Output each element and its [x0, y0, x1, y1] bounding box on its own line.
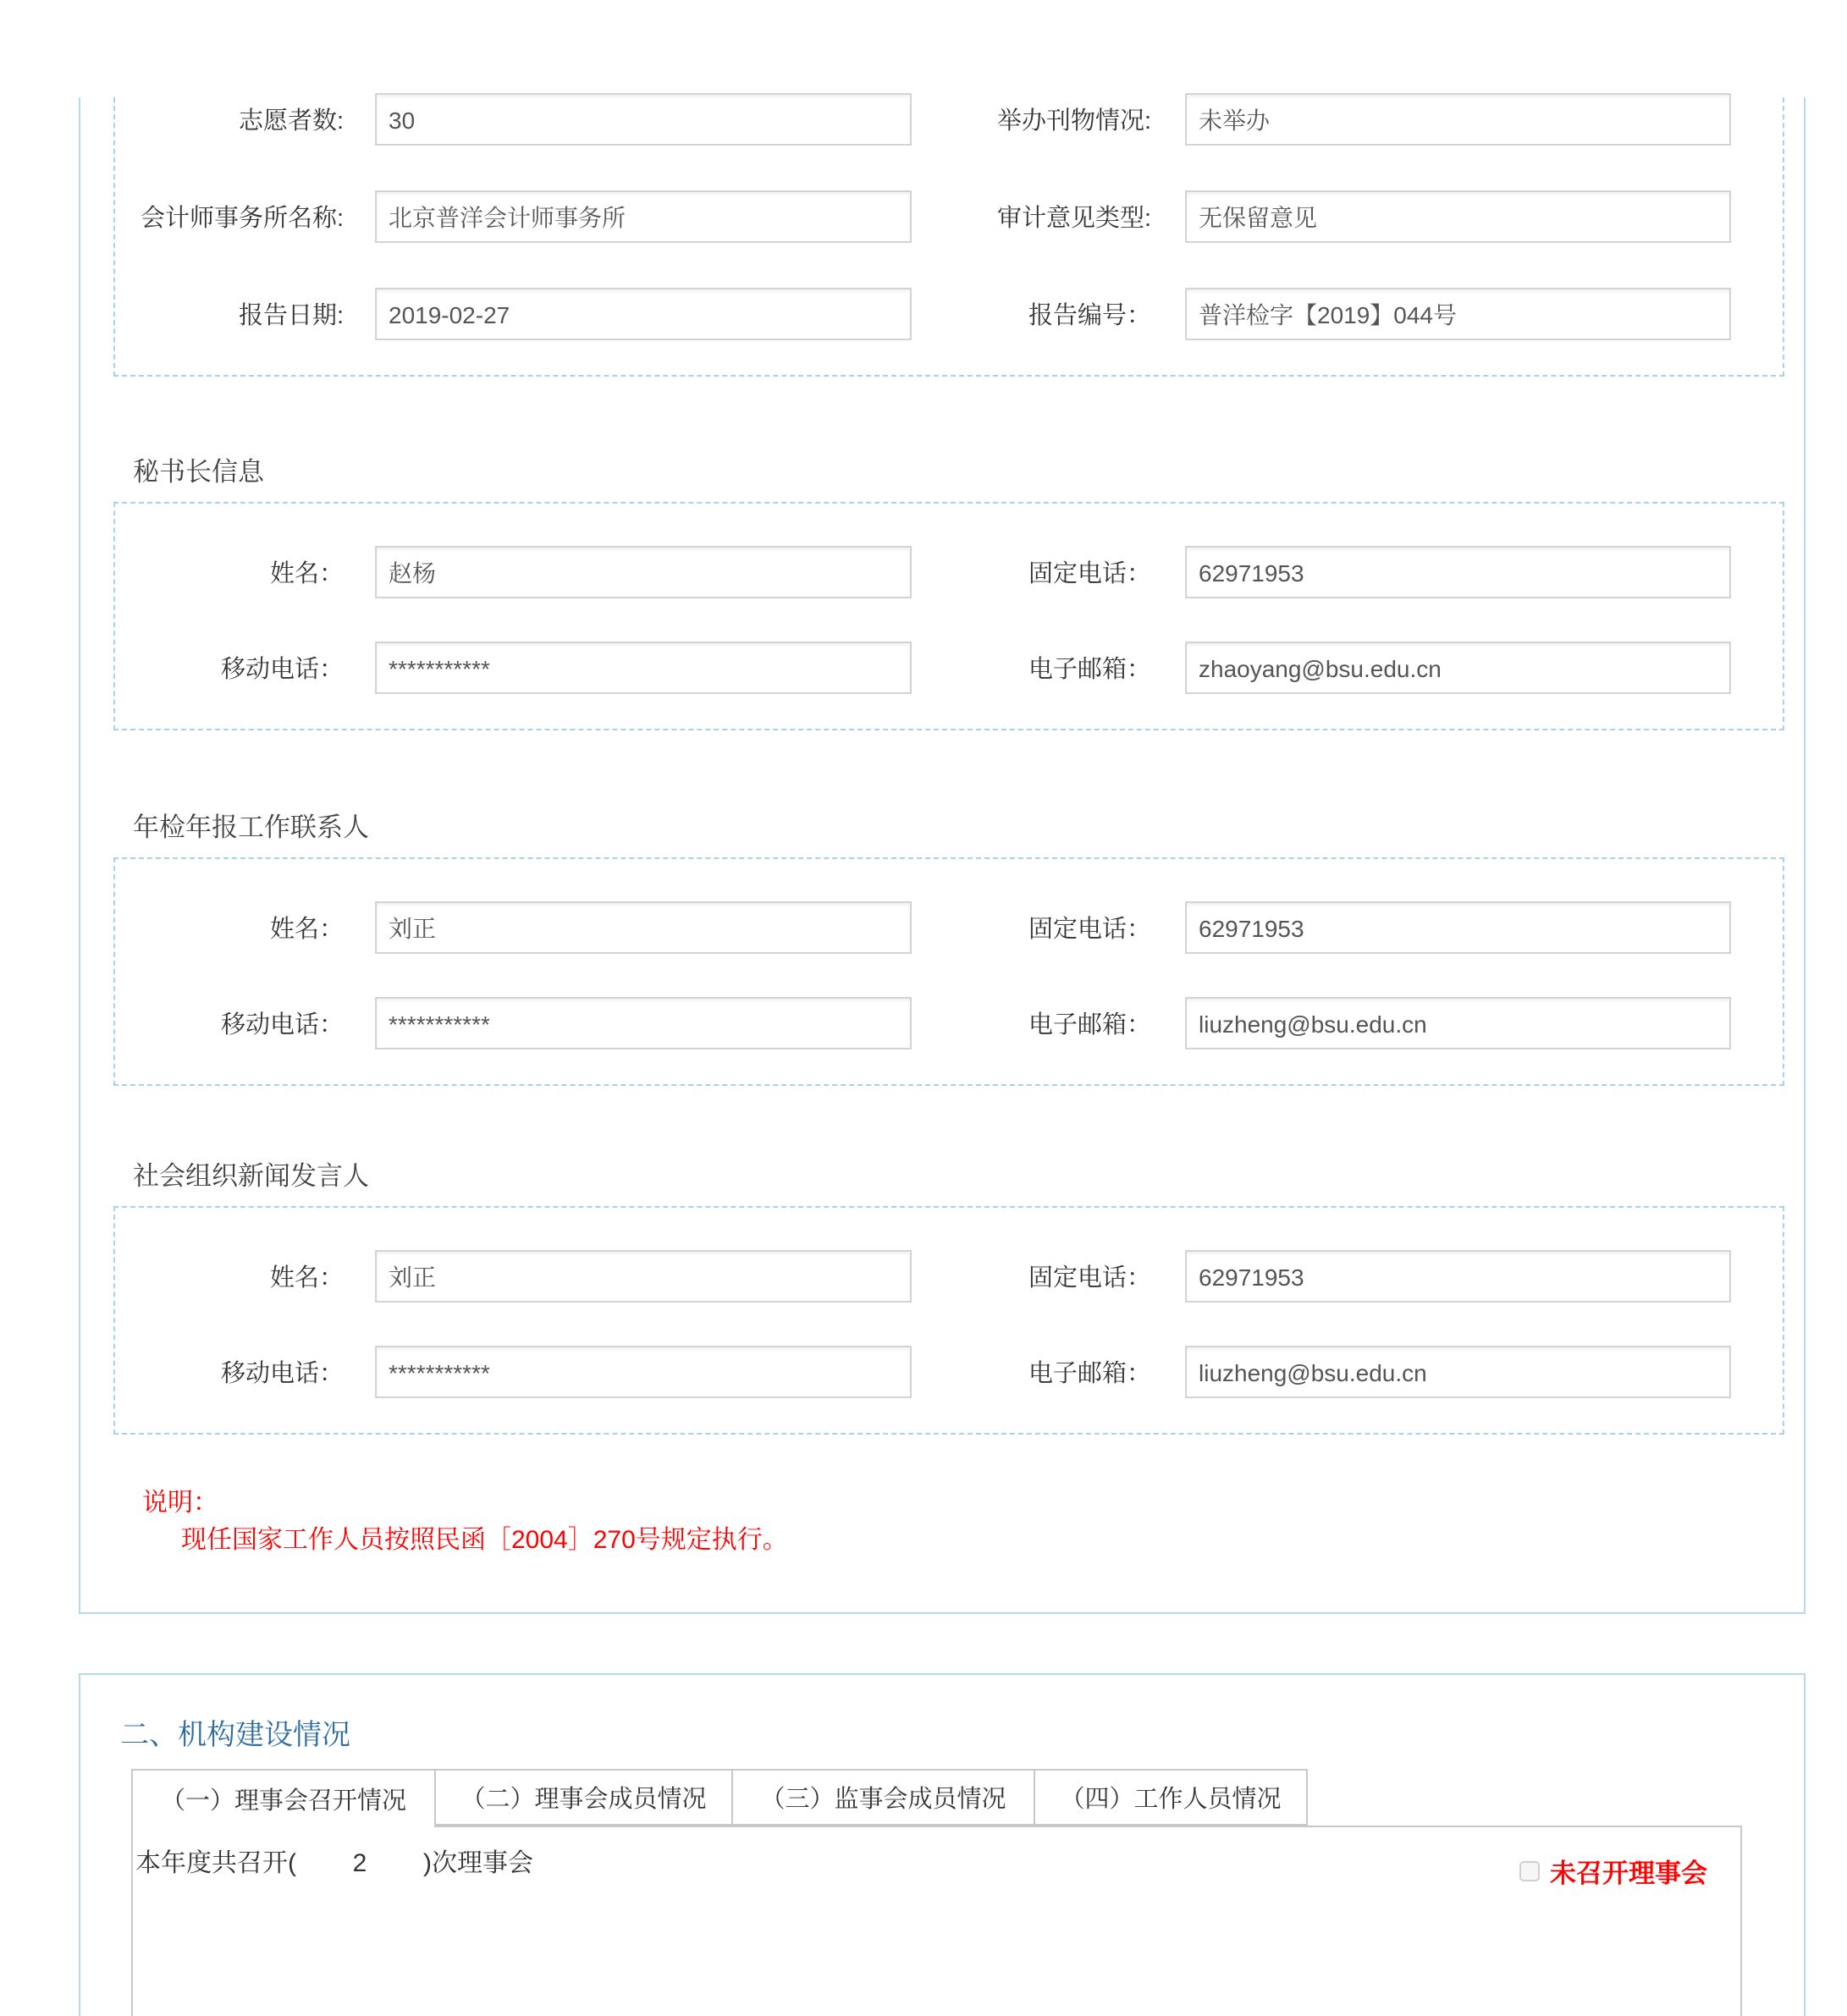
contact-landline-input[interactable]: 62971953 [1185, 901, 1731, 954]
general-row-3 [113, 288, 1784, 344]
secretary-name-label: 姓名： [269, 560, 344, 587]
spokesperson-email-input[interactable]: liuzheng@bsu.edu.cn [1185, 1346, 1731, 1398]
annual-contact-row-1 [113, 901, 1784, 957]
report-date-label: 报告日期: [238, 302, 344, 329]
volunteer-count-label: 志愿者数: [238, 107, 344, 135]
secretary-mobile-label: 移动电话： [220, 656, 344, 683]
no-board-meeting-checkbox[interactable] [1519, 1861, 1540, 1881]
secretary-landline-label: 固定电话： [1028, 560, 1151, 587]
publication-status-label: 举办刊物情况: [996, 107, 1151, 135]
tab-supervisor-members[interactable]: （三）监事会成员情况 [733, 1769, 1035, 1826]
secretary-section-title: 秘书长信息 [133, 457, 264, 487]
spokesperson-mobile-input[interactable]: *********** [375, 1346, 912, 1398]
secretary-email-label: 电子邮箱： [1028, 656, 1151, 683]
contact-mobile-input[interactable]: *********** [375, 997, 912, 1049]
meeting-count-prefix: 本年度共召开( [135, 1849, 296, 1877]
secretary-landline-input[interactable]: 62971953 [1185, 546, 1731, 598]
audit-opinion-input[interactable]: 无保留意见 [1185, 190, 1731, 243]
tab-board-meetings[interactable]: （一）理事会召开情况 [131, 1769, 436, 1827]
spokesperson-name-label: 姓名： [269, 1264, 344, 1292]
audit-opinion-label: 审计意见类型: [996, 205, 1151, 232]
report-number-label: 报告编号： [1028, 302, 1151, 329]
board-meeting-count-line [135, 1842, 533, 1879]
annual-contact-row-2 [113, 997, 1784, 1053]
tab-staff[interactable]: （四）工作人员情况 [1035, 1769, 1308, 1826]
meeting-count-value[interactable]: 2 [352, 1849, 367, 1877]
general-row-2 [113, 190, 1784, 246]
note-label: 说明： [142, 1489, 218, 1517]
secretary-mobile-input[interactable]: *********** [375, 642, 912, 694]
no-board-meeting-row [1519, 1852, 1707, 1890]
secretary-name-input[interactable]: 赵杨 [375, 546, 912, 598]
spokesperson-name-input[interactable]: 刘正 [375, 1250, 912, 1303]
secretary-row-2 [113, 642, 1784, 697]
org-building-tabs [131, 1769, 1308, 1827]
spokesperson-landline-label: 固定电话： [1028, 1264, 1151, 1292]
spokesperson-mobile-label: 移动电话： [220, 1360, 344, 1387]
contact-name-label: 姓名： [269, 916, 344, 943]
spokesperson-row-2 [113, 1346, 1784, 1402]
meeting-count-suffix: )次理事会 [423, 1849, 533, 1877]
volunteer-count-input[interactable]: 30 [375, 93, 912, 146]
contact-email-input[interactable]: liuzheng@bsu.edu.cn [1185, 997, 1731, 1049]
report-number-input[interactable]: 普洋检字【2019】044号 [1185, 288, 1731, 340]
spokesperson-landline-input[interactable]: 62971953 [1185, 1250, 1731, 1303]
contact-name-input[interactable]: 刘正 [375, 901, 912, 954]
spokesperson-row-1 [113, 1250, 1784, 1306]
secretary-email-input[interactable]: zhaoyang@bsu.edu.cn [1185, 642, 1731, 694]
no-board-meeting-label: 未召开理事会 [1550, 1859, 1707, 1888]
report-date-input[interactable]: 2019-02-27 [375, 288, 912, 340]
annual-contact-section-title: 年检年报工作联系人 [133, 812, 369, 842]
publication-status-input[interactable]: 未举办 [1185, 93, 1731, 146]
contact-landline-label: 固定电话： [1028, 916, 1151, 943]
tab-board-members[interactable]: （二）理事会成员情况 [436, 1769, 733, 1826]
note-text: 现任国家工作人员按照民函［2004］270号规定执行。 [181, 1526, 788, 1554]
secretary-row-1 [113, 546, 1784, 602]
accounting-firm-input[interactable]: 北京普洋会计师事务所 [375, 190, 912, 243]
contact-mobile-label: 移动电话： [220, 1011, 344, 1038]
spokesperson-email-label: 电子邮箱： [1028, 1360, 1151, 1387]
contact-email-label: 电子邮箱： [1028, 1011, 1151, 1038]
org-building-title: 二、机构建设情况 [120, 1719, 350, 1751]
spokesperson-section-title: 社会组织新闻发言人 [133, 1161, 369, 1191]
accounting-firm-label: 会计师事务所名称: [140, 205, 344, 232]
general-row-1 [113, 93, 1784, 149]
